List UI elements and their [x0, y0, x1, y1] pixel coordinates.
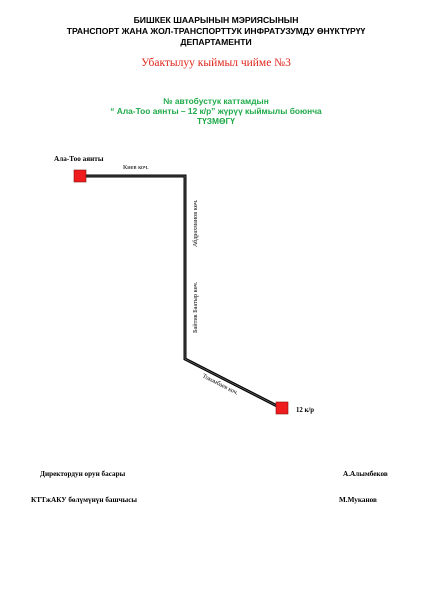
end-stop-marker — [276, 402, 288, 414]
street-label-tokombaev: Токомбаев коч. — [201, 372, 240, 397]
route-line-inner — [80, 176, 281, 408]
street-label-baitik: Байтик Баатыр көч. — [192, 281, 199, 333]
subtitle-line-1: № автобустук каттамдын — [163, 96, 269, 106]
head-name: М.Муканов — [339, 496, 377, 504]
header-line-3: ДЕПАРТАМЕНТИ — [180, 37, 252, 47]
deputy-title: Директордун орун басары — [40, 470, 126, 478]
header-line-2: ТРАНСПОРТ ЖАНА ЖОЛ-ТРАНСПОРТТУК ИНФРАТУЗУМДУ ӨНҮКТҮРҮҮ — [66, 26, 366, 36]
street-label-abdrakhmanov: Абдрахманов көч. — [192, 199, 199, 247]
subtitle-line-3: ТҮЗМӨГҮ — [197, 116, 235, 126]
scheme-title: Убактылуу кыймыл чиймe №3 — [141, 57, 291, 69]
deputy-name: А.Алымбеков — [343, 470, 388, 478]
start-stop-label: Ала-Тоо аянты — [54, 155, 104, 163]
subtitle-line-2: “ Ала-Тоо аянты – 12 к/р” жүрүү кыймылы боюнча — [110, 106, 322, 116]
header-line-1: БИШКЕК ШААРЫНЫН МЭРИЯСЫНЫН — [133, 15, 299, 25]
start-stop-marker — [74, 170, 86, 182]
end-stop-label: 12 к/р — [296, 407, 315, 414]
head-title: КТТжАКУ бөлүмүнүн башчысы — [31, 496, 138, 504]
route-line — [80, 176, 281, 408]
street-label-kiev: Киев коч. — [123, 164, 149, 171]
